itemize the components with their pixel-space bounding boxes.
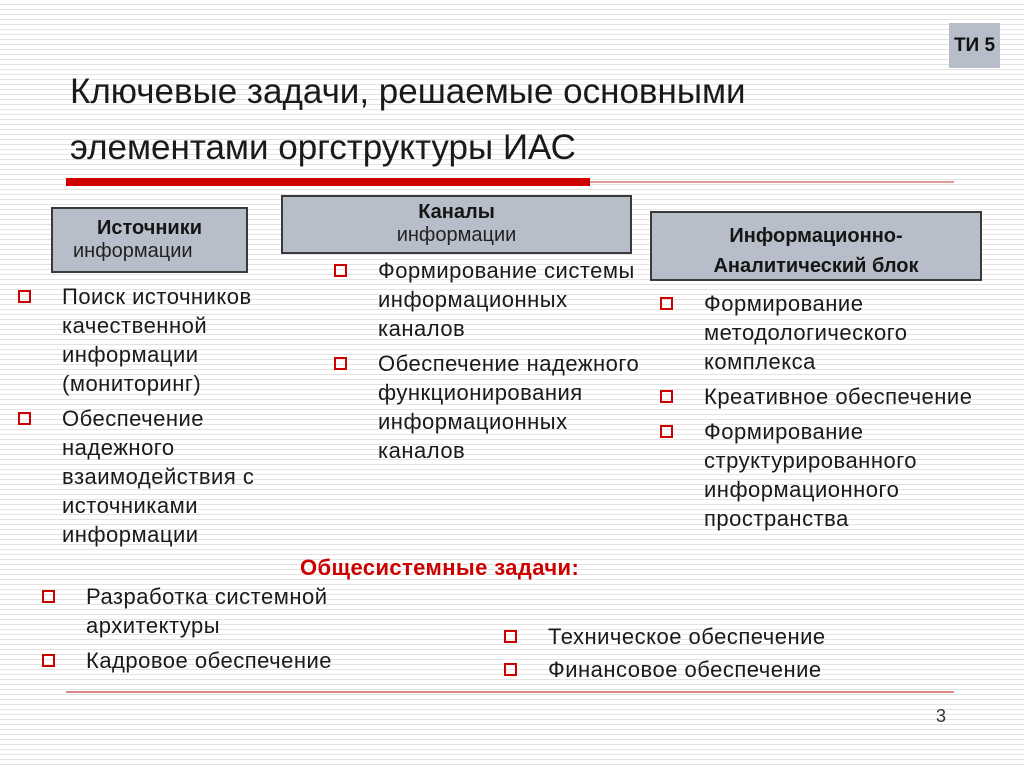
common-tasks-left-list <box>34 582 434 681</box>
sources-task-list <box>10 282 310 555</box>
list-item-text: Техническое обеспечение <box>548 624 826 649</box>
sources-header-box <box>51 207 248 273</box>
square-bullet-icon <box>18 412 31 425</box>
list-item <box>652 417 992 533</box>
slide-badge: ТИ 5 <box>949 23 1000 68</box>
list-item <box>10 404 310 549</box>
title-underline-thin <box>590 181 954 183</box>
list-item <box>34 646 434 675</box>
list-item <box>326 349 646 465</box>
iab-header-line2: Аналитический блок <box>713 255 919 277</box>
list-item <box>326 256 646 343</box>
list-item <box>34 582 434 640</box>
list-item <box>652 289 992 376</box>
list-item <box>10 282 310 398</box>
square-bullet-icon <box>660 297 673 310</box>
sources-header-normal: информации <box>73 240 193 262</box>
channels-header-bold: Каналы <box>418 201 495 223</box>
channels-task-list <box>326 256 646 471</box>
iab-header-box <box>650 211 982 281</box>
square-bullet-icon <box>334 264 347 277</box>
square-bullet-icon <box>334 357 347 370</box>
slide-title: Ключевые задачи, решаемые основными элементами оргструктуры ИАС <box>70 72 746 167</box>
list-item-text: Формирование структурированного информационного пространства <box>704 419 917 531</box>
list-item-text: Формирование методологического комплекса <box>704 291 908 374</box>
list-item <box>496 622 936 651</box>
common-tasks-title: Общесистемные задачи: <box>300 555 580 580</box>
square-bullet-icon <box>504 630 517 643</box>
channels-header-normal: информации <box>396 224 517 246</box>
square-bullet-icon <box>42 654 55 667</box>
square-bullet-icon <box>18 290 31 303</box>
sources-header-bold: Источники <box>96 217 203 239</box>
channels-header-box <box>281 195 632 254</box>
list-item-text: Разработка системной архитектуры <box>86 584 328 638</box>
list-item-text: Финансовое обеспечение <box>548 657 822 682</box>
square-bullet-icon <box>660 390 673 403</box>
footer-divider <box>66 691 954 693</box>
list-item-text: Креативное обеспечение <box>704 384 973 409</box>
iab-header-line1: Информационно- <box>729 225 903 247</box>
list-item <box>496 655 936 684</box>
iab-task-list <box>652 289 992 539</box>
list-item-text: Обеспечение надежного взаимодействия с источниками информации <box>62 406 255 547</box>
list-item-text: Кадровое обеспечение <box>86 648 332 673</box>
square-bullet-icon <box>660 425 673 438</box>
common-tasks-right-list <box>496 622 936 688</box>
square-bullet-icon <box>42 590 55 603</box>
list-item-text: Формирование системы информационных каналов <box>378 258 635 341</box>
square-bullet-icon <box>504 663 517 676</box>
page-number: 3 <box>936 706 947 726</box>
list-item-text: Обеспечение надежного функционирования информационных каналов <box>378 351 640 463</box>
list-item <box>652 382 992 411</box>
list-item-text: Поиск источников качественной информации (мониторинг) <box>62 284 252 396</box>
title-underline <box>66 178 590 186</box>
